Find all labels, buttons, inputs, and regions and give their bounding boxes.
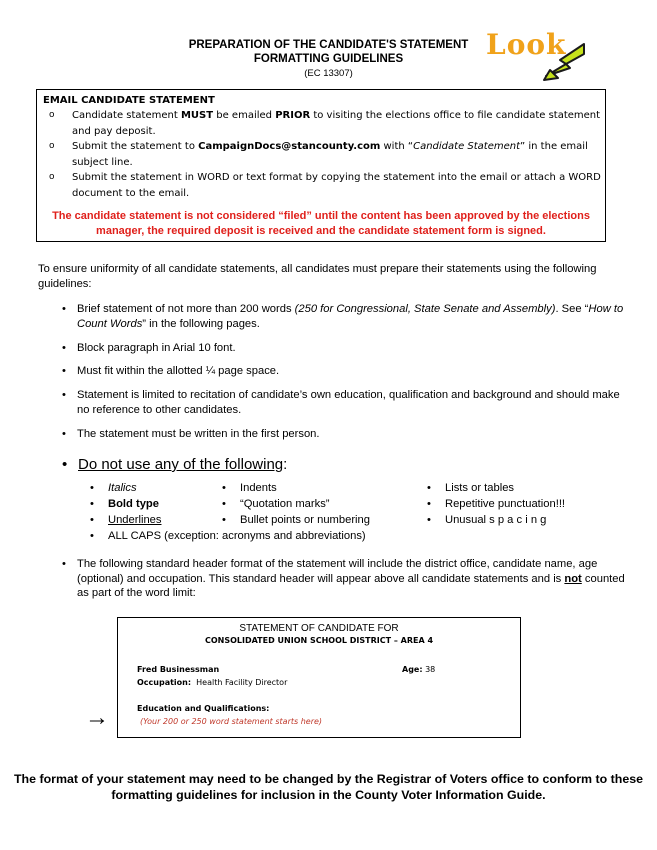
do-not-caps bbox=[90, 528, 366, 544]
do-not-column-3 bbox=[427, 480, 565, 528]
pointing-arrow-icon: → bbox=[85, 704, 109, 731]
email-instructions-list bbox=[49, 108, 601, 201]
list-item: • Underlines bbox=[90, 514, 162, 526]
list-item: • Unusual s p a c i n g bbox=[427, 514, 547, 526]
bullet-icon: • bbox=[62, 558, 66, 570]
submission-email: CampaignDocs@stancounty.com bbox=[198, 141, 381, 152]
look-arrow-icon bbox=[540, 40, 588, 89]
do-not-column-1 bbox=[90, 480, 161, 528]
filing-warning: The candidate statement is not considered “filed” until the content has been approved by the elections manager, the required deposit is received and the candidate statement form is signed. bbox=[52, 210, 590, 237]
list-item: • Lists or tables bbox=[427, 482, 515, 494]
list-item: • Bold type bbox=[90, 498, 159, 510]
list-item: o Submit the statement to CampaignDocs@stancounty.com with “Candidate Statement” in the email subject line. bbox=[49, 141, 588, 168]
sample-district: CONSOLIDATED UNION SCHOOL DISTRICT – AREA 4 bbox=[204, 636, 434, 645]
sample-age: Age: 38 bbox=[402, 665, 436, 674]
list-item: • Repetitive punctuation!!! bbox=[427, 498, 566, 510]
footer-note: The format of your statement may need to be changed by the Registrar of Voters office to conform to these formatting guidelines for inclusion in the County Voter Information Guide. bbox=[13, 772, 644, 802]
email-box-heading: EMAIL CANDIDATE STATEMENT bbox=[43, 95, 215, 106]
page-title-line1: PREPARATION OF THE CANDIDATE'S STATEMENT bbox=[188, 39, 469, 51]
bullet-icon: • bbox=[62, 342, 66, 354]
bullet-icon: • bbox=[62, 428, 66, 440]
intro-paragraph: To ensure uniformity of all candidate statements, all candidates must prepare their statements using the following guidelines: bbox=[38, 263, 597, 290]
list-item: • “Quotation marks” bbox=[222, 498, 330, 510]
look-label: Look bbox=[486, 28, 567, 61]
bullet-icon: • bbox=[62, 456, 68, 473]
list-item: • Italics bbox=[90, 482, 137, 494]
sample-title: STATEMENT OF CANDIDATE FOR bbox=[239, 623, 399, 634]
bullet-icon: • bbox=[62, 389, 66, 401]
list-item: • ALL CAPS (exception: acronyms and abbreviations) bbox=[90, 530, 366, 542]
circle-bullet-icon: o bbox=[49, 141, 55, 151]
sample-candidate-name: Fred Businessman bbox=[137, 665, 220, 674]
list-item: o Submit the statement in WORD or text format by copying the statement into the email or attach a WORD document to the email. bbox=[49, 172, 601, 199]
bullet-icon: • bbox=[62, 303, 66, 315]
list-item: • Indents bbox=[222, 482, 277, 494]
page-title-line2: FORMATTING GUIDELINES bbox=[253, 53, 404, 65]
list-item: • Bullet points or numbering bbox=[222, 514, 370, 526]
circle-bullet-icon: o bbox=[49, 172, 55, 182]
sample-education-label: Education and Qualifications: bbox=[137, 704, 270, 713]
sample-placeholder: (Your 200 or 250 word statement starts here) bbox=[140, 717, 323, 726]
sample-occupation: Occupation: Health Facility Director bbox=[137, 678, 288, 687]
sample-header-box bbox=[117, 617, 521, 738]
bullet-icon: • bbox=[62, 365, 66, 377]
do-not-column-2 bbox=[222, 480, 370, 528]
email-instructions-box bbox=[36, 89, 606, 242]
statute-code: (EC 13307) bbox=[304, 68, 353, 79]
circle-bullet-icon: o bbox=[49, 110, 55, 120]
list-item: o Candidate statement MUST be emailed PRIOR to visiting the elections office to file candidate statement and pay deposit. bbox=[49, 110, 601, 137]
